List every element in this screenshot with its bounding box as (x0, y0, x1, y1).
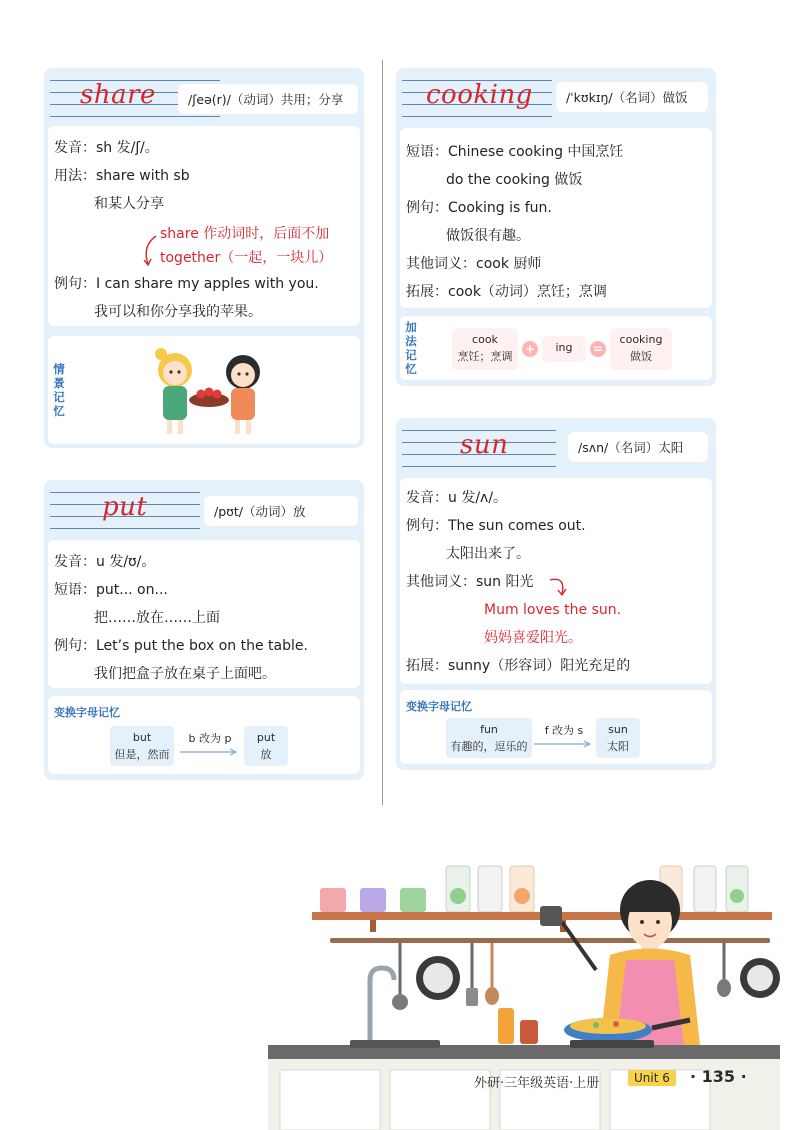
footer-book-title: 外研·三年级英语·上册 (474, 1076, 600, 1091)
arrow-right-icon (534, 740, 594, 748)
put-memory-label: 变换字母记忆 (54, 706, 120, 719)
sun-from-cn: 有趣的，逗乐的 (450, 740, 528, 753)
column-divider (382, 60, 383, 805)
cooking-memory (400, 316, 712, 380)
cooking-other: 其他词义：cook 厨师 (406, 256, 542, 272)
add-c-word: cooking (619, 333, 663, 346)
put-memory (48, 696, 360, 774)
add-part-a (452, 328, 518, 370)
put-headword: put (102, 492, 148, 522)
put-example-cn: 我们把盒子放在桌子上面吧。 (94, 666, 276, 682)
cooking-example: 例句：Cooking is fun. (406, 200, 552, 216)
sharing-girls-illustration (143, 342, 283, 438)
sun-example: 例句：The sun comes out. (406, 518, 586, 534)
sun-extend: 拓展：sunny（形容词）阳光充足的 (406, 658, 631, 674)
add-a-cn: 烹饪；烹调 (457, 350, 513, 363)
share-phonetic: /ʃeə(r)/（动词）共用；分享 (178, 84, 358, 114)
put-from-word: but (132, 731, 152, 744)
cooking-body (400, 128, 712, 308)
sun-to-cn: 太阳 (607, 740, 629, 753)
put-from-cn: 但是，然而 (114, 748, 170, 761)
note-arrow-icon (140, 234, 160, 268)
share-memory (48, 336, 360, 444)
put-body (48, 540, 360, 688)
add-c-cn: 做饭 (630, 350, 652, 363)
put-header (44, 480, 364, 540)
sun-card (396, 418, 716, 770)
sun-memory-label: 变换字母记忆 (406, 700, 472, 713)
put-rule: b 改为 p (188, 732, 232, 745)
cooking-headword: cooking (426, 80, 533, 110)
put-phrase: 短语：put... on... (54, 582, 168, 598)
sun-to (596, 718, 640, 758)
share-example-cn: 我可以和你分享我的苹果。 (94, 304, 262, 320)
sun-to-word: sun (608, 723, 628, 736)
sun-memory (400, 690, 712, 764)
sun-phonetic: /sʌn/（名词）太阳 (568, 432, 708, 462)
cooking-extend: 拓展：cook（动词）烹饪；烹调 (406, 284, 607, 300)
share-example: 例句：I can share my apples with you. (54, 276, 319, 292)
sun-other-example-cn: 妈妈喜爱阳光。 (484, 630, 582, 646)
add-a-word: cook (472, 333, 498, 346)
sun-header (396, 418, 716, 478)
add-part-c (610, 328, 672, 370)
sun-from (446, 718, 532, 758)
sun-other: 其他词义：sun 阳光 (406, 574, 534, 590)
sun-pronunciation: 发音：u 发/ʌ/。 (406, 490, 508, 506)
share-memory-label: 情景记忆 (53, 362, 65, 418)
sun-other-example: Mum loves the sun. (484, 602, 622, 618)
share-usage-cn: 和某人分享 (94, 196, 164, 212)
share-usage: 用法：share with sb (54, 168, 190, 184)
sun-body (400, 478, 712, 684)
cooking-phrase-1: 短语：Chinese cooking 中国烹饪 (406, 144, 624, 160)
cooking-example-cn: 做饭很有趣。 (446, 228, 530, 244)
put-to-word: put (256, 731, 276, 744)
share-body (48, 126, 360, 326)
share-headword: share (80, 80, 156, 110)
put-to-cn: 放 (260, 748, 272, 761)
add-part-b (542, 336, 586, 362)
cooking-phrase-2: do the cooking 做饭 (446, 172, 583, 188)
cooking-header (396, 68, 716, 128)
add-b-word: ing (555, 341, 573, 354)
put-phrase-cn: 把……放在……上面 (94, 610, 220, 626)
share-card (44, 68, 364, 448)
cooking-memory-label: 加法记忆 (405, 320, 417, 376)
sun-rule: f 改为 s (544, 724, 584, 737)
share-note-1: share 作动词时，后面不加 (160, 226, 330, 242)
share-note-2: together（一起，一块儿） (160, 250, 333, 266)
sun-headword: sun (460, 430, 509, 460)
share-header (44, 68, 364, 128)
sun-example-cn: 太阳出来了。 (446, 546, 530, 562)
put-example: 例句：Let’s put the box on the table. (54, 638, 308, 654)
cooking-phonetic: /ˈkʊkɪŋ/（名词）做饭 (556, 82, 708, 112)
footer-page-number: · 135 · (690, 1067, 747, 1086)
put-phonetic: /pʊt/（动词）放 (204, 496, 358, 526)
share-pronunciation: 发音：sh 发/ʃ/。 (54, 140, 159, 156)
put-card (44, 480, 364, 780)
sun-from-word: fun (480, 723, 498, 736)
put-pronunciation: 发音：u 发/ʊ/。 (54, 554, 156, 570)
arrow-right-icon (180, 748, 240, 756)
cooking-card (396, 68, 716, 386)
put-to (244, 726, 288, 766)
plus-icon: + (522, 341, 538, 357)
note-arrow-icon (548, 574, 574, 598)
equals-icon: = (590, 341, 606, 357)
footer-unit-badge: Unit 6 (628, 1070, 676, 1086)
put-from (110, 726, 174, 766)
